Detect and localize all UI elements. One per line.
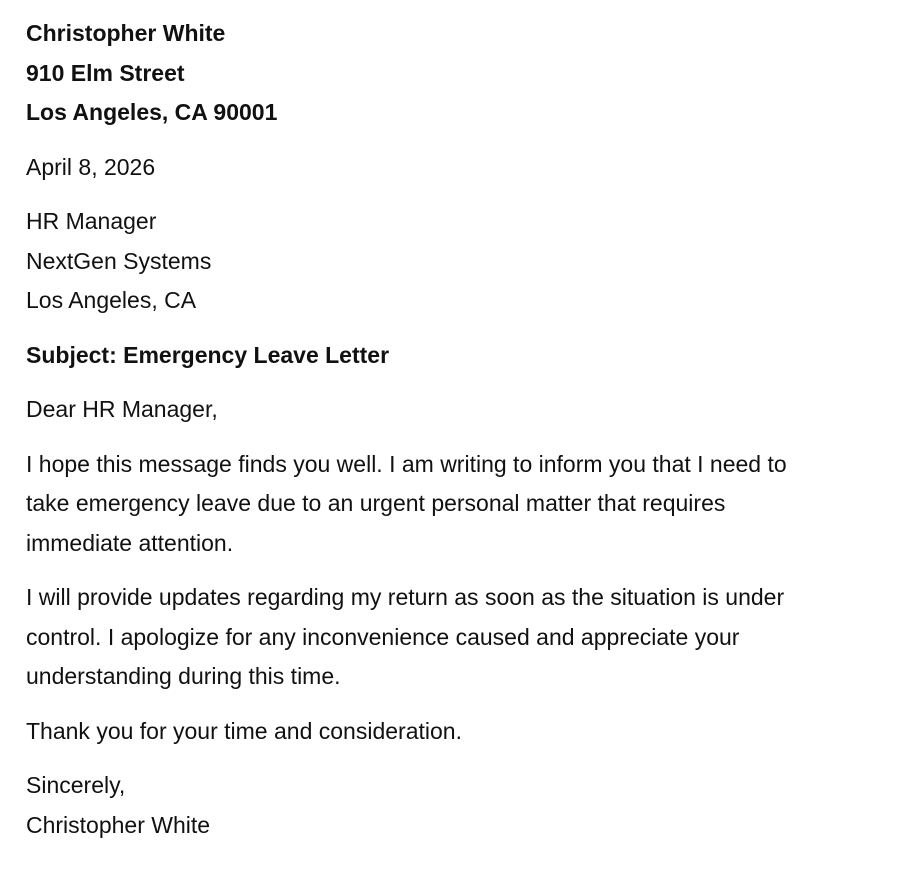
recipient-company: NextGen Systems <box>26 247 212 274</box>
recipient-title: HR Manager <box>26 208 157 234</box>
paragraph-1-line: take emergency leave due to an urgent personal matter that requires <box>26 490 726 516</box>
paragraph-2-line: understanding during this time. <box>26 663 341 689</box>
paragraph-2-line: control. I apologize for any inconvenience caused and appreciate your <box>26 623 740 650</box>
sender-street: 910 Elm Street <box>26 59 185 86</box>
paragraph-2-line: I will provide updates regarding my return as soon as the situation is under <box>26 584 785 610</box>
letter-date-block <box>26 148 886 188</box>
closing: Sincerely, <box>26 772 126 798</box>
body-paragraph-3 <box>26 712 886 752</box>
subject-line: Subject: Emergency Leave Letter <box>26 341 390 368</box>
recipient-address-block <box>26 202 886 321</box>
signature-name: Christopher White <box>26 811 211 838</box>
sender-city: Los Angeles, CA 90001 <box>26 99 278 125</box>
sender-address-block <box>26 14 886 133</box>
salutation-block <box>26 390 886 430</box>
closing-block <box>26 766 886 845</box>
sender-name: Christopher White <box>26 20 226 46</box>
paragraph-1-line: I hope this message finds you well. I am writing to inform you that I need to <box>26 450 787 477</box>
body-paragraph-1 <box>26 445 886 564</box>
subject-block <box>26 336 886 376</box>
body-paragraph-2 <box>26 578 886 697</box>
paragraph-3-text: Thank you for your time and consideration. <box>26 717 462 744</box>
letter-date: April 8, 2026 <box>26 153 156 180</box>
paragraph-1-line: immediate attention. <box>26 529 234 556</box>
recipient-city: Los Angeles, CA <box>26 287 197 313</box>
salutation: Dear HR Manager, <box>26 396 218 422</box>
letter-page <box>26 14 886 845</box>
